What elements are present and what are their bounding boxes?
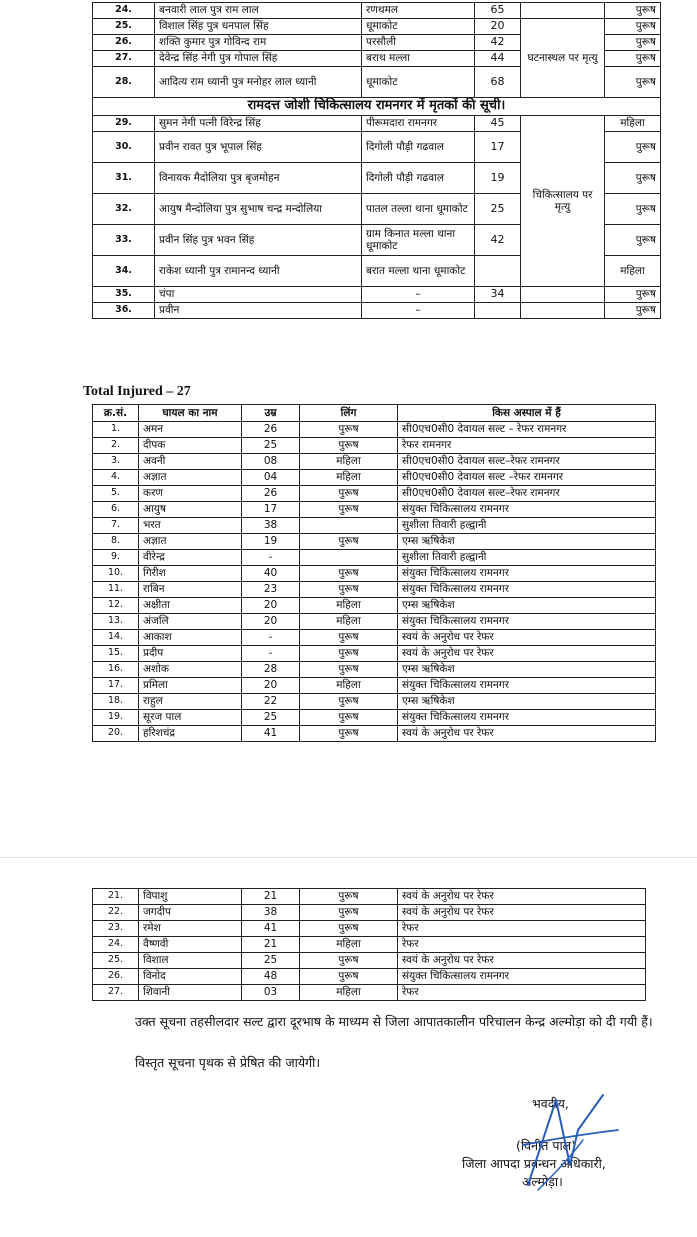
- injured-name: आयुष: [139, 502, 242, 518]
- place: धूमाकोट: [362, 19, 475, 35]
- gender: महिला: [300, 985, 398, 1001]
- injured-row: [93, 937, 646, 953]
- place: –: [362, 287, 475, 303]
- gender: पुरूष: [300, 582, 398, 598]
- gender: पुरूष: [300, 726, 398, 742]
- gender: पुरूष: [300, 566, 398, 582]
- hospital: संयुक्त चिकित्सालय रामनगर: [398, 502, 656, 518]
- injured-name: जगदीप: [139, 905, 242, 921]
- serial-number: 9.: [93, 550, 139, 566]
- hospital: सुशीला तिवारी हल्द्वानी: [398, 550, 656, 566]
- injured-row: [93, 694, 656, 710]
- injured-row: [93, 454, 656, 470]
- age: 42: [475, 225, 521, 256]
- serial-number: 24.: [93, 937, 139, 953]
- hospital: रेफर: [398, 937, 646, 953]
- age: -: [242, 630, 300, 646]
- hospital: एम्स ऋषिकेश: [398, 598, 656, 614]
- cause-of-death: घटनास्थल पर मृत्यु: [521, 19, 605, 98]
- injured-row: [93, 646, 656, 662]
- signature-greeting: भवदीय,: [532, 1096, 569, 1111]
- gender: पुरूष: [300, 921, 398, 937]
- serial-number: 23.: [93, 921, 139, 937]
- serial-number: 30.: [93, 132, 155, 163]
- injured-row: [93, 518, 656, 534]
- hospital: संयुक्त चिकित्सालय रामनगर: [398, 678, 656, 694]
- serial-number: 10.: [93, 566, 139, 582]
- info-paragraph: उक्त सूचना तहसीलदार सल्ट द्वारा दूरभाष के माध्यम से जिला आपातकालीन परिचालन केन्द्र अल्मोड़ा को दी गयी हैं।: [135, 1014, 653, 1029]
- injured-name: अशोक: [139, 662, 242, 678]
- serial-number: 19.: [93, 710, 139, 726]
- serial-number: 3.: [93, 454, 139, 470]
- hospital: संयुक्त चिकित्सालय रामनगर: [398, 710, 656, 726]
- age: 42: [475, 35, 521, 51]
- injured-rows-2: [93, 889, 646, 1001]
- hospital: एम्स ऋषिकेश: [398, 534, 656, 550]
- serial-number: 27.: [93, 985, 139, 1001]
- deceased-name: विनायक मैदोलिया पुत्र बृजमोहन: [155, 163, 362, 194]
- age: 65: [475, 3, 521, 19]
- place: बराथ मल्ला: [362, 51, 475, 67]
- hospital: रेफर रामनगर: [398, 438, 656, 454]
- deceased-name: प्रवीन: [155, 303, 362, 319]
- column-header: किस अस्पाल में हैं: [398, 405, 656, 422]
- deceased-row: [93, 303, 661, 319]
- serial-number: 36.: [93, 303, 155, 319]
- serial-number: 26.: [93, 35, 155, 51]
- age: 20: [242, 614, 300, 630]
- injured-name: अज्ञात: [139, 534, 242, 550]
- handwritten-signature: [508, 1090, 628, 1200]
- injured-name: विनोद: [139, 969, 242, 985]
- injured-rows-1: [93, 422, 656, 742]
- serial-number: 5.: [93, 486, 139, 502]
- gender: पुरूष: [300, 969, 398, 985]
- hospital: स्वयं के अनुरोध पर रेफर: [398, 726, 656, 742]
- injured-name: दीपक: [139, 438, 242, 454]
- injured-row: [93, 470, 656, 486]
- serial-number: 29.: [93, 116, 155, 132]
- serial-number: 26.: [93, 969, 139, 985]
- gender: पुरूष: [605, 3, 661, 19]
- serial-number: 32.: [93, 194, 155, 225]
- age: 40: [242, 566, 300, 582]
- place: दिगोली पौड़ी गढवाल: [362, 132, 475, 163]
- injured-row: [93, 438, 656, 454]
- hospital: संयुक्त चिकित्सालय रामनगर: [398, 614, 656, 630]
- gender: पुरूष: [300, 710, 398, 726]
- injured-name: वीरेन्द्र: [139, 550, 242, 566]
- gender: पुरूष: [300, 662, 398, 678]
- age: 38: [242, 518, 300, 534]
- gender: [300, 518, 398, 534]
- serial-number: 12.: [93, 598, 139, 614]
- deceased-name: देवेन्द्र सिंह नेगी पुत्र गोपाल सिंह: [155, 51, 362, 67]
- age: 68: [475, 67, 521, 98]
- hospital: रेफर: [398, 985, 646, 1001]
- serial-number: 1.: [93, 422, 139, 438]
- serial-number: 16.: [93, 662, 139, 678]
- serial-number: 24.: [93, 3, 155, 19]
- age: 25: [475, 194, 521, 225]
- injured-name: विशाल: [139, 953, 242, 969]
- deceased-name: बनवारी लाल पुत्र राम लाल: [155, 3, 362, 19]
- serial-number: 27.: [93, 51, 155, 67]
- gender: महिला: [300, 454, 398, 470]
- serial-number: 34.: [93, 256, 155, 287]
- serial-number: 14.: [93, 630, 139, 646]
- gender: पुरूष: [300, 486, 398, 502]
- injured-table-part-1: [92, 404, 656, 742]
- gender: महिला: [300, 614, 398, 630]
- age: 23: [242, 582, 300, 598]
- injured-row: [93, 582, 656, 598]
- gender: पुरूष: [300, 422, 398, 438]
- age: 26: [242, 486, 300, 502]
- gender: महिला: [300, 470, 398, 486]
- injured-row: [93, 534, 656, 550]
- place: रणथमल: [362, 3, 475, 19]
- gender: पुरूष: [605, 51, 661, 67]
- hospital: एम्स ऋषिकेश: [398, 662, 656, 678]
- serial-number: 25.: [93, 953, 139, 969]
- injured-name: आकाश: [139, 630, 242, 646]
- age: 20: [242, 678, 300, 694]
- hospital: स्वयं के अनुरोध पर रेफर: [398, 905, 646, 921]
- age: 20: [242, 598, 300, 614]
- deceased-name: प्रवीन रावत पुत्र भूपाल सिंह: [155, 132, 362, 163]
- age: 19: [475, 163, 521, 194]
- place: पातल तल्ला थाना धूमाकोट: [362, 194, 475, 225]
- age: 25: [242, 438, 300, 454]
- hospital: संयुक्त चिकित्सालय रामनगर: [398, 566, 656, 582]
- age: 38: [242, 905, 300, 921]
- hospital: स्वयं के अनुरोध पर रेफर: [398, 953, 646, 969]
- serial-number: 6.: [93, 502, 139, 518]
- injured-name: गिरीश: [139, 566, 242, 582]
- hospital: सुशीला तिवारी हल्द्वानी: [398, 518, 656, 534]
- injured-name: प्रदीप: [139, 646, 242, 662]
- age: 41: [242, 921, 300, 937]
- serial-number: 35.: [93, 287, 155, 303]
- deceased-name: चंपा: [155, 287, 362, 303]
- injured-name: भरत: [139, 518, 242, 534]
- age: 17: [242, 502, 300, 518]
- place: ग्राम किनात मल्ला थाना धूमाकोट: [362, 225, 475, 256]
- gender: पुरूष: [300, 953, 398, 969]
- injured-row: [93, 921, 646, 937]
- page-break-divider: [0, 857, 697, 858]
- injured-row: [93, 630, 656, 646]
- age: 04: [242, 470, 300, 486]
- deceased-row: [93, 3, 661, 19]
- injured-row: [93, 969, 646, 985]
- gender: पुरूष: [300, 694, 398, 710]
- deceased-name: आदित्य राम ध्यानी पुत्र मनोहर लाल ध्यानी: [155, 67, 362, 98]
- injured-row: [93, 566, 656, 582]
- place: दिगोली पौड़ी गढवाल: [362, 163, 475, 194]
- injured-name: अक्षीता: [139, 598, 242, 614]
- injured-row: [93, 985, 646, 1001]
- column-header: घायल का नाम: [139, 405, 242, 422]
- serial-number: 2.: [93, 438, 139, 454]
- injured-name: अमन: [139, 422, 242, 438]
- serial-number: 33.: [93, 225, 155, 256]
- injured-name: शिवानी: [139, 985, 242, 1001]
- injured-name: रमेश: [139, 921, 242, 937]
- injured-row: [93, 889, 646, 905]
- gender: पुरूष: [605, 19, 661, 35]
- injured-name: प्रमिला: [139, 678, 242, 694]
- age: 19: [242, 534, 300, 550]
- hospital: स्वयं के अनुरोध पर रेफर: [398, 889, 646, 905]
- gender: पुरूष: [605, 67, 661, 98]
- column-header: लिंग: [300, 405, 398, 422]
- serial-number: 8.: [93, 534, 139, 550]
- injured-name: विपाशु: [139, 889, 242, 905]
- age: 25: [242, 710, 300, 726]
- injured-row: [93, 678, 656, 694]
- age: 25: [242, 953, 300, 969]
- injured-row: [93, 598, 656, 614]
- injured-name: हरिशचंद्र: [139, 726, 242, 742]
- gender: पुरूष: [300, 534, 398, 550]
- age: 34: [475, 287, 521, 303]
- gender: महिला: [605, 256, 661, 287]
- cause-of-death: चिकित्सालय पर मृत्यु: [521, 116, 605, 287]
- age: 41: [242, 726, 300, 742]
- place: पीरूमदारा रामनगर: [362, 116, 475, 132]
- gender: पुरूष: [605, 303, 661, 319]
- age: 44: [475, 51, 521, 67]
- serial-number: 17.: [93, 678, 139, 694]
- injured-row: [93, 710, 656, 726]
- deceased-hospital-rows: [93, 116, 661, 319]
- injured-name: वैष्णवी: [139, 937, 242, 953]
- deceased-name: आयुष मैन्दोलिया पुत्र सुभाष चन्द्र मन्दोलिया: [155, 194, 362, 225]
- gender: महिला: [300, 598, 398, 614]
- deceased-name: शक्ति कुमार पुत्र गोविन्द राम: [155, 35, 362, 51]
- gender: पुरूष: [300, 630, 398, 646]
- gender: महिला: [300, 937, 398, 953]
- injured-row: [93, 422, 656, 438]
- serial-number: 15.: [93, 646, 139, 662]
- hospital: संयुक्त चिकित्सालय रामनगर: [398, 582, 656, 598]
- serial-number: 21.: [93, 889, 139, 905]
- injured-row: [93, 662, 656, 678]
- age: 21: [242, 937, 300, 953]
- hospital-deaths-heading: रामदत्त जोशी चिकित्सालय रामनगर में मृतकों की सूची।: [93, 98, 661, 116]
- age: 45: [475, 116, 521, 132]
- injured-row: [93, 905, 646, 921]
- serial-number: 22.: [93, 905, 139, 921]
- injured-row: [93, 953, 646, 969]
- deceased-name: प्रवीन सिंह पुत्र भवन सिंह: [155, 225, 362, 256]
- age: 28: [242, 662, 300, 678]
- age: [475, 303, 521, 319]
- age: 48: [242, 969, 300, 985]
- signatory-name: (विनीत पाल): [516, 1138, 577, 1153]
- serial-number: 25.: [93, 19, 155, 35]
- injured-row: [93, 502, 656, 518]
- gender: महिला: [300, 678, 398, 694]
- hospital: सी0एच0सी0 देवायल सल्ट–रेफर रामनगर: [398, 454, 656, 470]
- injured-table-part-2: [92, 888, 646, 1001]
- hospital: स्वयं के अनुरोध पर रेफर: [398, 630, 656, 646]
- serial-number: 4.: [93, 470, 139, 486]
- age: -: [242, 646, 300, 662]
- serial-number: 7.: [93, 518, 139, 534]
- column-header: उम्र: [242, 405, 300, 422]
- deceased-row: [93, 287, 661, 303]
- injured-name: राबिन: [139, 582, 242, 598]
- age: 17: [475, 132, 521, 163]
- injured-title: Total Injured – 27: [83, 384, 191, 399]
- injured-row: [93, 550, 656, 566]
- hospital: सी0एच0सी0 देवायल सल्ट –रेफर रामनगर: [398, 470, 656, 486]
- serial-number: 28.: [93, 67, 155, 98]
- gender: पुरूष: [605, 287, 661, 303]
- age: [475, 256, 521, 287]
- gender: पुरूष: [605, 163, 661, 194]
- serial-number: 31.: [93, 163, 155, 194]
- gender: पुरूष: [300, 502, 398, 518]
- age: -: [242, 550, 300, 566]
- injured-name: करण: [139, 486, 242, 502]
- column-header: क्र.सं.: [93, 405, 139, 422]
- injured-name: सूरज पाल: [139, 710, 242, 726]
- age: 21: [242, 889, 300, 905]
- injured-name: अज्ञात: [139, 470, 242, 486]
- signatory-place: अल्मोड़ा।: [522, 1174, 563, 1189]
- gender: पुरूष: [605, 225, 661, 256]
- deceased-row: [93, 19, 661, 35]
- gender: पुरूष: [605, 132, 661, 163]
- age: 08: [242, 454, 300, 470]
- injured-row: [93, 486, 656, 502]
- injured-table-header: [93, 405, 656, 422]
- serial-number: 20.: [93, 726, 139, 742]
- serial-number: 11.: [93, 582, 139, 598]
- deceased-name: सुमन नेगी पत्नी विरेन्द्र सिंह: [155, 116, 362, 132]
- gender: पुरूष: [300, 438, 398, 454]
- place: परसौली: [362, 35, 475, 51]
- injured-name: अंजलि: [139, 614, 242, 630]
- injured-row: [93, 614, 656, 630]
- deceased-spot-rows: [93, 3, 661, 98]
- gender: [300, 550, 398, 566]
- deceased-row: [93, 116, 661, 132]
- hospital: सी0एच0सी0 देवायल सल्ट – रेफर रामनगर: [398, 422, 656, 438]
- gender: पुरूष: [605, 194, 661, 225]
- deceased-table: [92, 2, 661, 319]
- gender: महिला: [605, 116, 661, 132]
- hospital: स्वयं के अनुरोध पर रेफर: [398, 646, 656, 662]
- age: 26: [242, 422, 300, 438]
- place: –: [362, 303, 475, 319]
- hospital: एम्स ऋषिकेश: [398, 694, 656, 710]
- followup-paragraph: विस्तृत सूचना पृथक से प्रेषित की जायेगी।: [135, 1055, 321, 1070]
- gender: पुरूष: [300, 646, 398, 662]
- deceased-name: विशाल सिंह पुत्र धनपाल सिंह: [155, 19, 362, 35]
- age: 22: [242, 694, 300, 710]
- serial-number: 13.: [93, 614, 139, 630]
- hospital: सी0एच0सी0 देवायल सल्ट–रेफर रामनगर: [398, 486, 656, 502]
- gender: पुरूष: [300, 905, 398, 921]
- deceased-name: राकेश ध्यानी पुत्र रामानन्द ध्यानी: [155, 256, 362, 287]
- serial-number: 18.: [93, 694, 139, 710]
- age: 03: [242, 985, 300, 1001]
- signatory-designation: जिला आपदा प्रबन्धन अधिकारी,: [462, 1156, 606, 1171]
- place: बरात मल्ला थाना धूमाकोट: [362, 256, 475, 287]
- gender: पुरूष: [605, 35, 661, 51]
- injured-name: राहुल: [139, 694, 242, 710]
- gender: पुरूष: [300, 889, 398, 905]
- injured-row: [93, 726, 656, 742]
- place: धूमाकोट: [362, 67, 475, 98]
- age: 20: [475, 19, 521, 35]
- injured-name: अवनी: [139, 454, 242, 470]
- hospital: रेफर: [398, 921, 646, 937]
- hospital: संयुक्त चिकित्सालय रामनगर: [398, 969, 646, 985]
